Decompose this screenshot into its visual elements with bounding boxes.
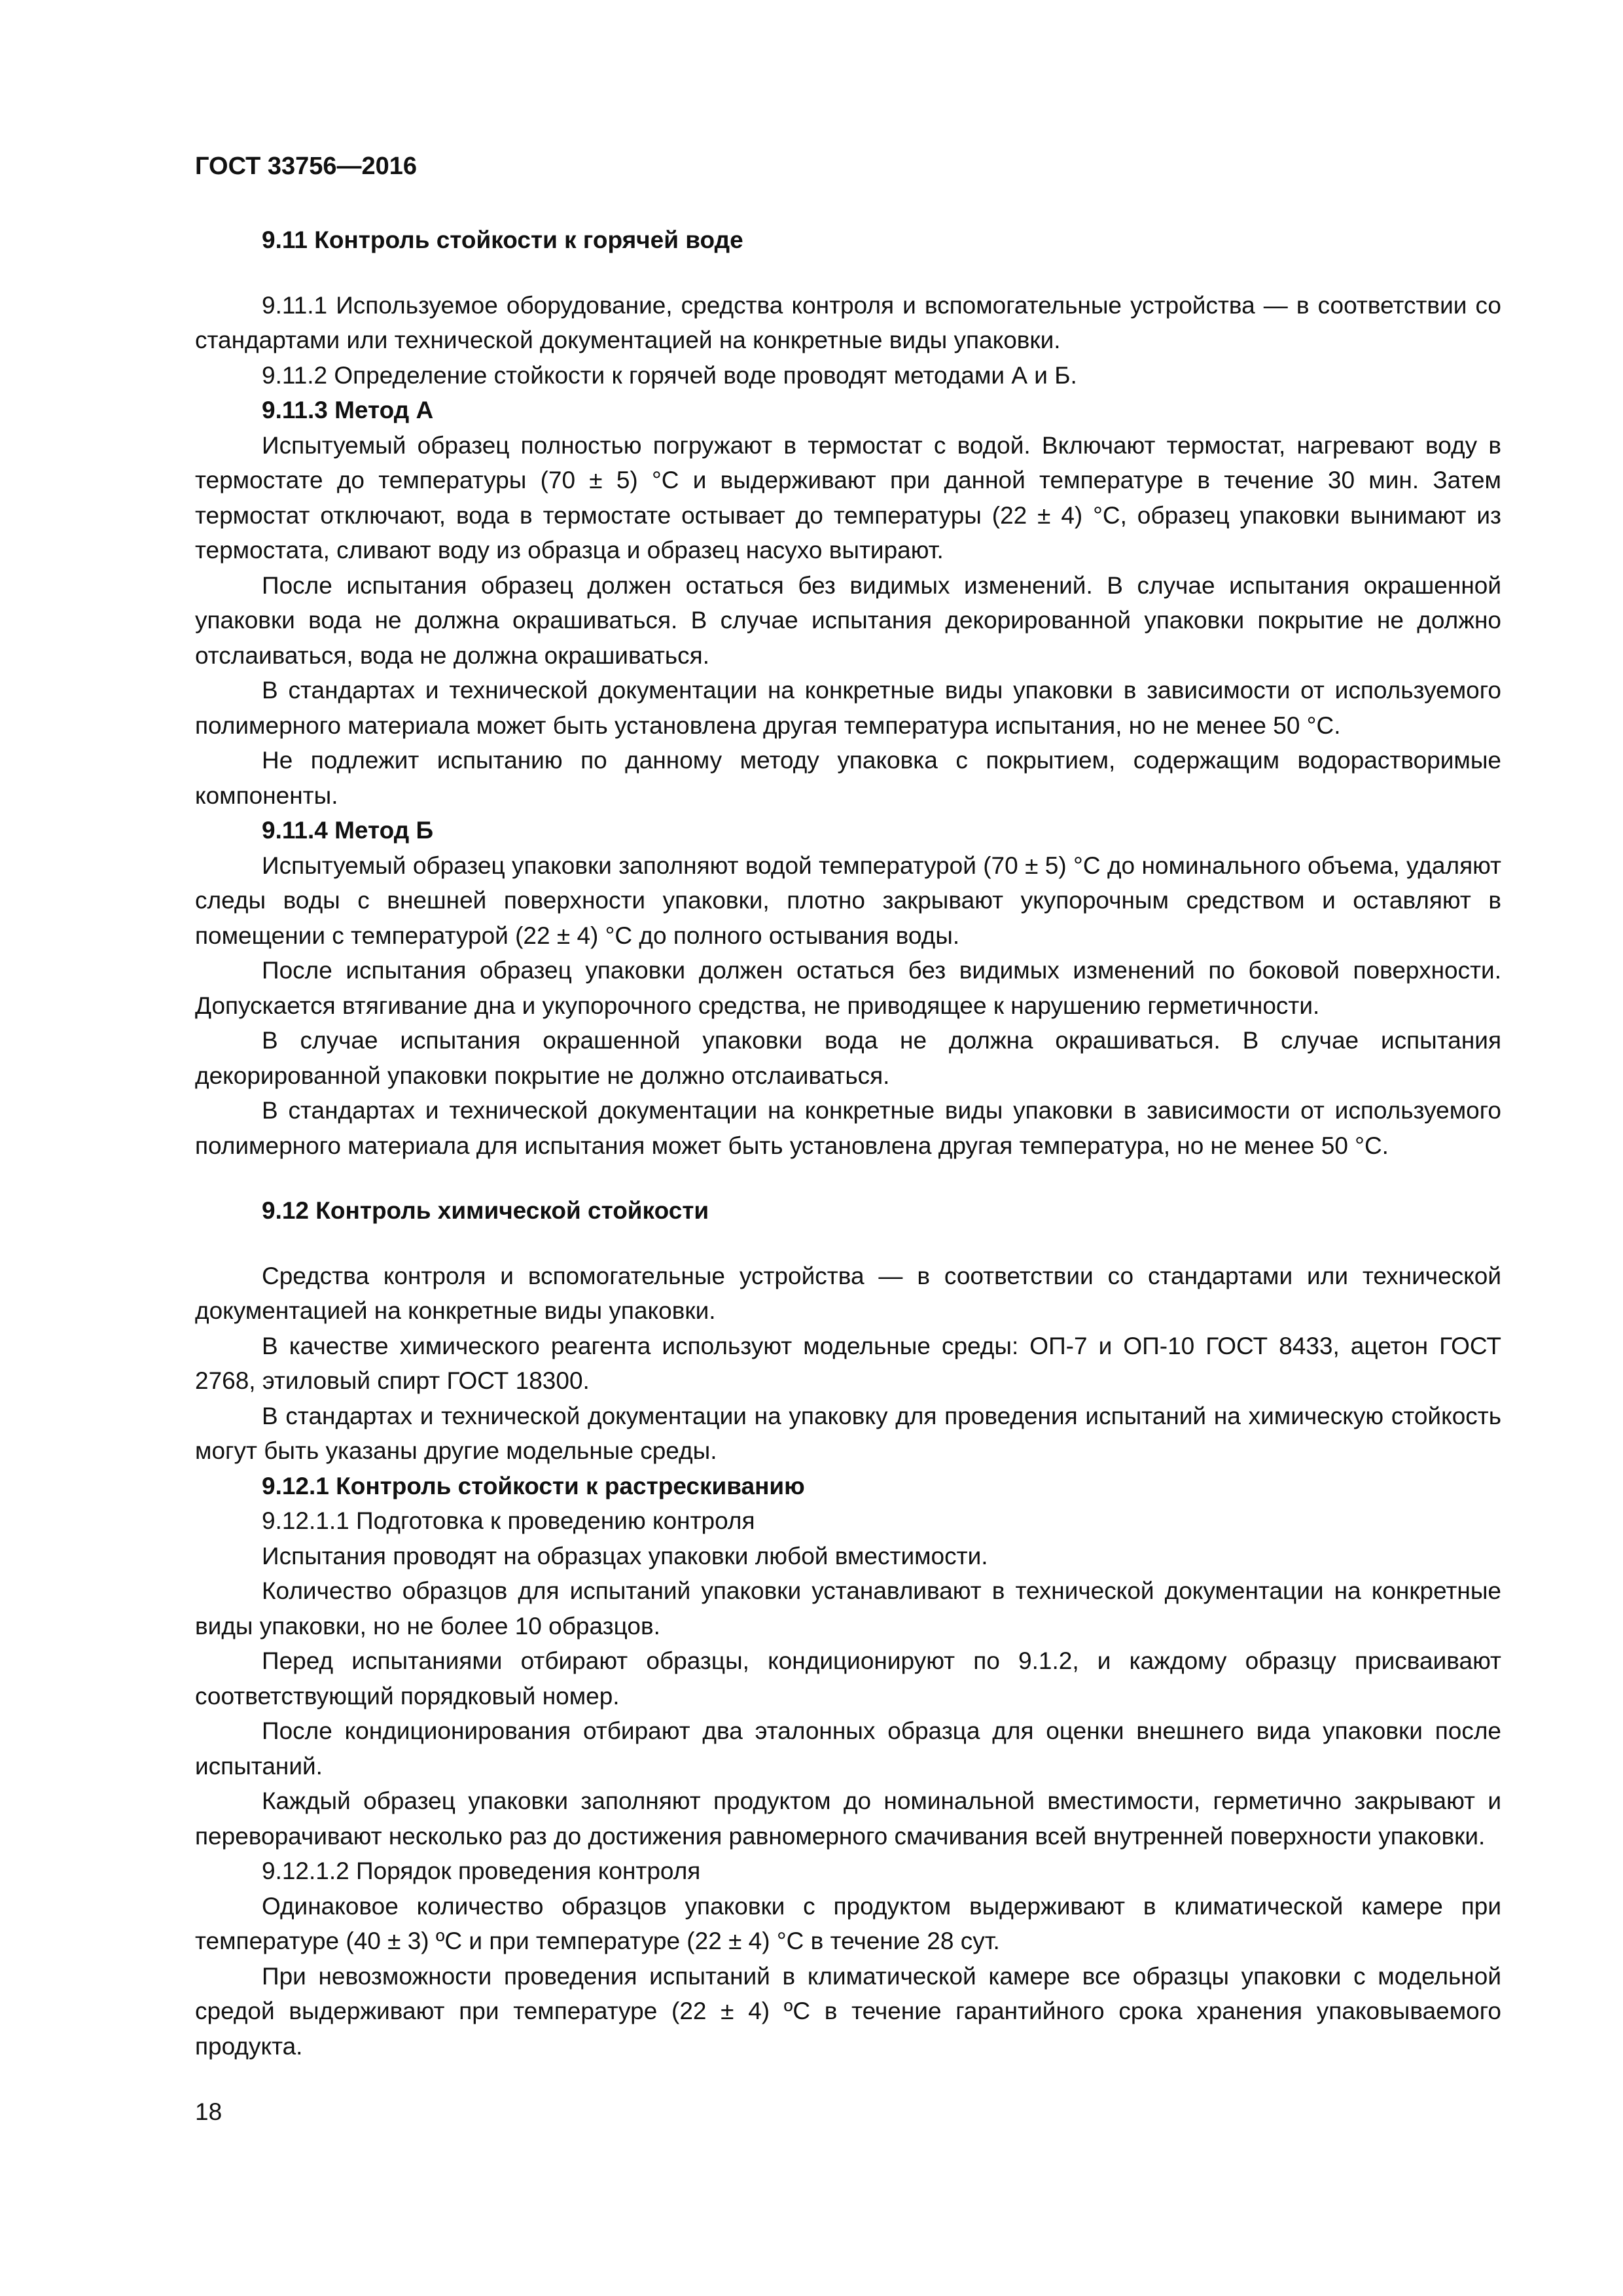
subsection-heading: 9.11.4 Метод Б [262, 817, 434, 844]
page-number: 18 [195, 2098, 223, 2125]
subsection-heading: 9.11.3 Метод А [262, 397, 434, 423]
subsection-heading: 9.12.1 Контроль стойкости к растрескиванию [262, 1472, 805, 1499]
paragraph: Количество образцов для испытаний упаковки устанавливают в технической документации на конкретные виды упаковки, но не более 10 образцов. [195, 1577, 1501, 1640]
paragraph: Средства контроля и вспомогательные устройства — в соответствии со стандартами или технической документацией на конкретные виды упаковки. [195, 1262, 1501, 1324]
paragraph: В случае испытания окрашенной упаковки вода не должна окрашиваться. В случае испытания декорированной упаковки покрытие не должно отслаиваться. [195, 1027, 1501, 1089]
paragraph: После испытания образец упаковки должен остаться без видимых изменений по боковой поверхности. Допускается втягивание дна и укупорочного средства, не приводящее к нарушению герметичности. [195, 957, 1501, 1019]
document-body [195, 223, 1501, 2064]
paragraph: 9.12.1.2 Порядок проведения контроля [262, 1857, 701, 1884]
paragraph: В стандартах и технической документации на упаковку для проведения испытаний на химическую стойкость могут быть указаны другие модельные среды. [195, 1402, 1501, 1464]
paragraph: После кондиционирования отбирают два эталонных образца для оценки внешнего вида упаковки после испытаний. [195, 1717, 1501, 1780]
paragraph: 9.11.1 Используемое оборудование, средства контроля и вспомогательные устройства — в соответствии со стандартами или технической документацией на конкретные виды упаковки. [195, 291, 1501, 353]
paragraph: При невозможности проведения испытаний в климатической камере все образцы упаковки с модельной средой выдерживают при температуре (22 ± 4) ºС в течение гарантийного срока хранения упаковываемого продукта. [195, 1962, 1501, 2060]
paragraph: 9.12.1.1 Подготовка к проведению контроля [262, 1507, 755, 1534]
paragraph: После испытания образец должен остаться без видимых изменений. В случае испытания окрашенной упаковки вода не должна окрашиваться. В случае испытания декорированной упаковки покрытие не должно отслаиваться, вода не должна окрашиваться. [195, 571, 1501, 669]
paragraph: Испытуемый образец упаковки заполняют водой температурой (70 ± 5) °С до номинального объема, удаляют следы воды с внешней поверхности упаковки, плотно закрывают укупорочным средством и оставляют в помещении с температурой (22 ± 4) °С до полного остывания воды. [195, 852, 1501, 949]
paragraph: В стандартах и технической документации на конкретные виды упаковки в зависимости от используемого полимерного материала для испытания может быть установлена другая температура, но не менее 50 °С. [195, 1097, 1501, 1159]
section-heading: 9.11 Контроль стойкости к горячей воде [262, 226, 743, 253]
paragraph: Каждый образец упаковки заполняют продуктом до номинальной вместимости, герметично закрывают и переворачивают несколько раз до достижения равномерного смачивания всей внутренней поверхности упаковки. [195, 1787, 1501, 1850]
paragraph: В стандартах и технической документации на конкретные виды упаковки в зависимости от используемого полимерного материала может быть установлена другая температура испытания, но не менее 50 °С. [195, 677, 1501, 739]
document-header: ГОСТ 33756—2016 [195, 152, 418, 180]
paragraph: В качестве химического реагента используют модельные среды: ОП-7 и ОП-10 ГОСТ 8433, ацетон ГОСТ 2768, этиловый спирт ГОСТ 18300. [195, 1332, 1501, 1394]
paragraph: Перед испытаниями отбирают образцы, кондиционируют по 9.1.2, и каждому образцу присваивают соответствующий порядковый номер. [195, 1647, 1501, 1710]
paragraph: Не подлежит испытанию по данному методу упаковка с покрытием, содержащим водорастворимые компоненты. [195, 747, 1501, 809]
section-heading: 9.12 Контроль химической стойкости [262, 1197, 709, 1224]
paragraph: Одинаковое количество образцов упаковки с продуктом выдерживают в климатической камере при температуре (40 ± 3) ºС и при температуре (22 ± 4) °С в течение 28 сут. [195, 1892, 1501, 1954]
paragraph: Испытуемый образец полностью погружают в термостат с водой. Включают термостат, нагревают воду в термостате до температуры (70 ± 5) °С и выдерживают при данной температуре в течение 30 мин. Затем термостат отключают, вода в термостате остывает до температуры (22 ± 4) °С, образец упаковки вынимают из термостата, сливают воду из образца и образец насухо вытирают. [195, 431, 1501, 564]
paragraph: Испытания проводят на образцах упаковки любой вместимости. [262, 1542, 988, 1570]
paragraph: 9.11.2 Определение стойкости к горячей воде проводят методами А и Б. [262, 361, 1077, 389]
